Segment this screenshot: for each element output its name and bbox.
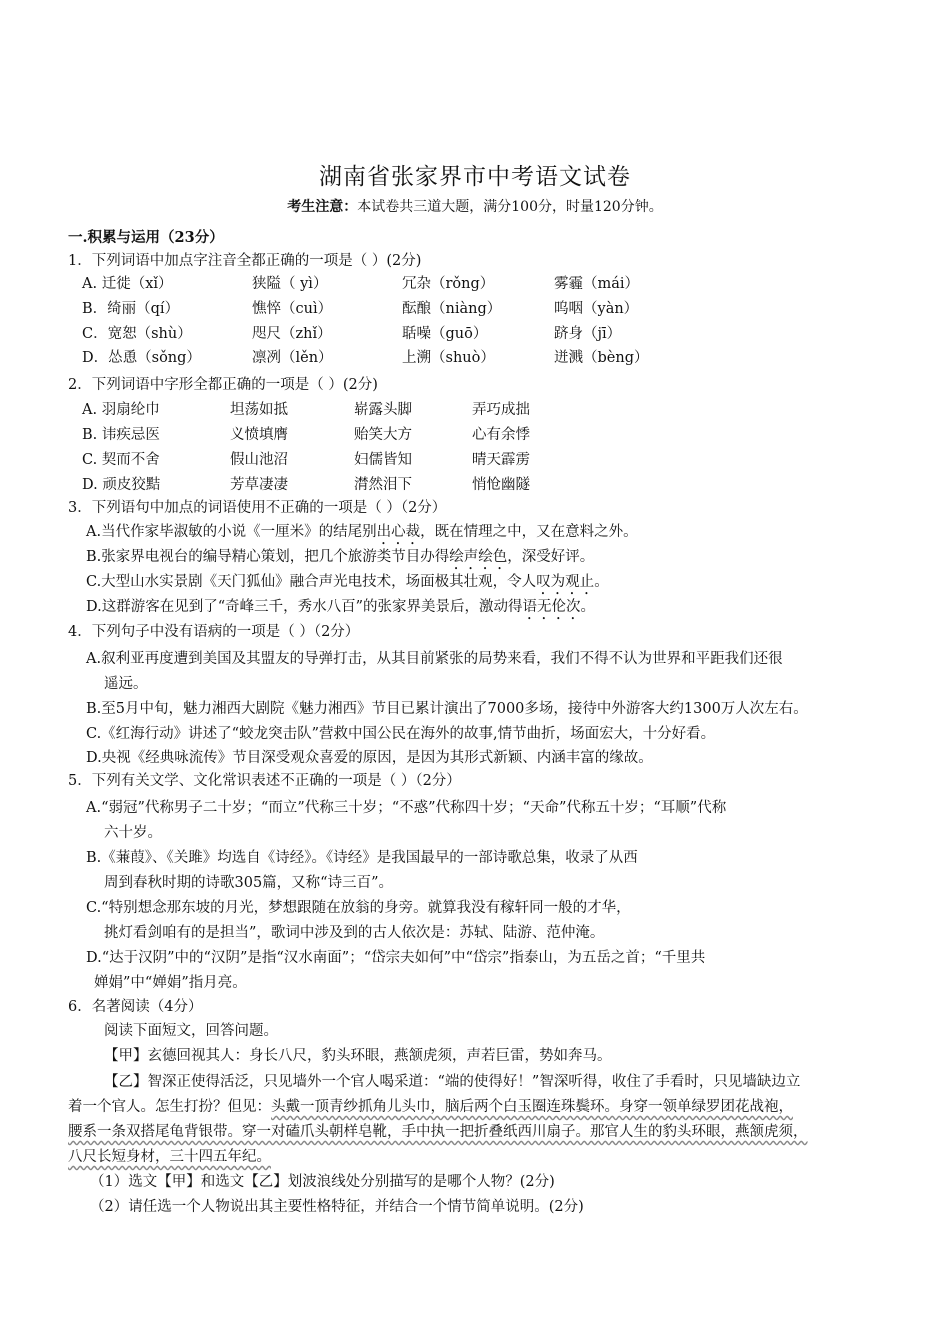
q1-option-c-2: 咫尺（zhǐ）: [252, 326, 332, 342]
q4-option-b: B.至5月中旬，魅力湘西大剧院《魅力湘西》节目已累计演出了7000多场，接待中外游客大约1300万人次左右。: [86, 701, 808, 717]
q3-d-emphasis: 语无伦次: [522, 599, 581, 615]
q3-option-a: [86, 520, 638, 548]
q3-d-text: D.这群游客在见到了“奇峰三千，秀水八百”的张家界美景后，激动得: [86, 599, 523, 615]
q2-option-d-1: D. 顽皮狡黠: [82, 477, 161, 493]
q3-c-text-end: 。: [594, 574, 609, 590]
q2-option-a-3: 崭露头脚: [354, 402, 412, 418]
q5-option-d-cont: 婵娟”中“婵娟”指月亮。: [94, 975, 247, 991]
q2-option-b-3: 贻笑大方: [354, 427, 412, 443]
q1-option-a-1: A. 迁徙（xǐ）: [82, 276, 173, 292]
q3-d-text-end: 。: [580, 599, 596, 615]
q2-option-d-3: 潸然泪下: [354, 477, 412, 493]
q2-option-a-2: 坦荡如抵: [230, 402, 288, 418]
q2-option-c-4: 晴天霹雳: [472, 452, 530, 468]
q2-option-d-2: 芳草凄凄: [230, 477, 288, 493]
q1-option-b-1: B．绮丽（qí）: [82, 301, 180, 317]
q3-a-emphasis: 出心裁: [376, 524, 421, 540]
q6-yi-wavy-1: 头戴一顶青纱抓角儿头巾，脑后两个白玉圈连珠鬓环。身穿一领单绿罗团花战袍，: [271, 1099, 793, 1115]
q5-option-c-cont: 挑灯看剑咱有的是担当”，歌词中涉及到的古人依次是：苏轼、陆游、范仲淹。: [104, 925, 605, 941]
q2-option-c-3: 妇儒皆知: [354, 452, 412, 468]
q3-b-text-end: ，深受好评。: [507, 549, 595, 565]
q6-passage-yi-line2: [68, 1095, 793, 1116]
q2-option-c-2: 假山池沼: [230, 452, 288, 468]
notice-text: 本试卷共三道大题，满分100分，时量120分钟。: [357, 199, 663, 215]
q1-option-d-3: 上溯（shuò）: [402, 350, 495, 366]
q2-option-b-4: 心有余悸: [472, 427, 530, 443]
notice-label: 考生注意：: [287, 199, 358, 215]
q1-option-b-2: 憔悴（cuì）: [252, 301, 333, 317]
q1-option-a-4: 雾霾（mái）: [554, 276, 640, 292]
q6-passage-yi-line1: 【乙】智深正使得活泛，只见墙外一个官人喝采道：“端的使得好！”智深听得，收住了手看时，只见墙缺边立: [104, 1074, 801, 1090]
page-title: 湖南省张家界市中考语文试卷: [319, 164, 631, 190]
q3-c-emphasis: 叹为观止: [536, 574, 595, 590]
q2-option-b-1: B. 讳疾忌医: [82, 427, 160, 443]
q1-option-a-2: 狭隘（ yì）: [252, 276, 328, 292]
q6-intro: 阅读下面短文，回答问题。: [104, 1023, 278, 1039]
q3-a-text-end: ，既在情理之中，又在意料之外。: [420, 524, 638, 540]
q1-option-c-3: 聒噪（guō）: [402, 326, 488, 342]
q6-yi-wavy-2: 腰系一条双搭尾龟背银带。穿一对磕爪头朝样皂靴，手中执一把折叠纸西川扇子。那官人生的豹头环眼，燕颔虎须，: [68, 1124, 808, 1140]
question-5-stem: 5．下列有关文学、文化常识表述不正确的一项是（ ）（2分）: [68, 773, 461, 789]
q3-option-b: [86, 545, 594, 573]
section-heading: 一.积累与运用（23分）: [68, 229, 224, 246]
q6-sub-question-1: （1）选文【甲】和选文【乙】划波浪线处分别描写的是哪个人物？(2分): [90, 1174, 555, 1190]
q5-option-a: A.“弱冠”代称男子二十岁；“而立”代称三十岁；“不惑”代称四十岁；“天命”代称五十岁；“耳顺”代称: [86, 800, 727, 816]
q5-option-c: C.“特别想念那东坡的月光，梦想跟随在放翁的身旁。就算我没有稼轩同一般的才华，: [86, 900, 631, 916]
q1-option-d-2: 凛冽（lěn）: [252, 350, 333, 366]
q1-option-c-1: C．宽恕（shù）: [82, 326, 192, 342]
question-2-stem: 2．下列词语中字形全都正确的一项是（ ）(2分): [68, 377, 378, 393]
q6-passage-jia: 【甲】玄德回视其人：身长八尺，豹头环眼，燕颔虎须，声若巨雷，势如奔马。: [104, 1048, 612, 1064]
q4-option-a: A.叙利亚再度遭到美国及其盟友的导弹打击，从其目前紧张的局势来看，我们不得不认为世界和平距我们还很: [86, 651, 783, 667]
q6-yi-plain: 着一个官人。怎生打扮？但见：: [68, 1099, 271, 1115]
q1-option-b-3: 酝酿（niàng）: [402, 301, 502, 317]
q1-option-d-4: 迸溅（bèng）: [554, 350, 649, 366]
q3-option-d: [86, 595, 595, 623]
question-4-stem: 4．下列句子中没有语病的一项是（ ）（2分）: [68, 624, 360, 640]
q5-option-d: D.“达于汉阴”中的“汉阴”是指“汉水南面”；“岱宗夫如何”中“岱宗”指泰山，为五岳之首；“千里共: [86, 950, 706, 966]
question-6-stem: 6．名著阅读（4分）: [68, 999, 203, 1015]
q6-yi-wavy-3: 八尺长短身材，三十四五年纪。: [68, 1149, 271, 1165]
q3-b-emphasis: 绘声绘色: [449, 549, 508, 565]
q3-b-text: B.张家界电视台的编导精心策划，把几个旅游类节目办得: [86, 549, 450, 565]
q6-passage-yi-line4: [68, 1145, 271, 1166]
q2-option-b-2: 义愤填膺: [230, 427, 288, 443]
question-1-stem: 1．下列词语中加点字注音全都正确的一项是（ ）(2分): [68, 253, 422, 269]
q3-a-text: A.当代作家毕淑敏的小说《一厘米》的结尾别: [86, 524, 377, 540]
q1-option-d-1: D．怂恿（sǒng）: [82, 350, 201, 366]
q2-option-a-4: 弄巧成拙: [472, 402, 530, 418]
exam-notice: [0, 196, 950, 216]
q5-option-b-cont: 周到春秋时期的诗歌305篇，又称“诗三百”。: [104, 875, 394, 891]
q4-option-a-cont: 遥远。: [104, 676, 148, 692]
q3-c-text: C.大型山水实景剧《天门狐仙》融合声光电技术，场面极其壮观，令人: [86, 574, 537, 590]
q1-option-a-3: 冗杂（rǒng）: [402, 276, 495, 292]
question-3-stem: 3．下列语句中加点的词语使用不正确的一项是（ ）（2分）: [68, 500, 447, 516]
q2-option-a-1: A. 羽扇纶巾: [82, 402, 160, 418]
q4-option-d: D.央视《经典咏流传》节目深受观众喜爱的原因，是因为其形式新颖、内涵丰富的缘故。: [86, 750, 653, 766]
q2-option-c-1: C. 契而不舍: [82, 452, 160, 468]
q4-option-c: C.《红海行动》讲述了“蛟龙突击队”营救中国公民在海外的故事,情节曲折，场面宏大，十分好看。: [86, 726, 716, 742]
q1-option-b-4: 呜咽（yàn）: [554, 301, 639, 317]
q3-option-c: [86, 570, 609, 598]
q6-sub-question-2: （2）请任选一个人物说出其主要性格特征，并结合一个情节简单说明。(2分): [90, 1199, 584, 1215]
q6-passage-yi-line3: [68, 1120, 808, 1141]
q1-option-c-4: 跻身（jī）: [554, 326, 622, 342]
q2-option-d-4: 悄怆幽隧: [472, 477, 530, 493]
q5-option-b: B.《蒹葭》、《关雎》均选自《诗经》。《诗经》是我国最早的一部诗歌总集，收录了从西: [86, 850, 638, 866]
q5-option-a-cont: 六十岁。: [104, 825, 162, 841]
